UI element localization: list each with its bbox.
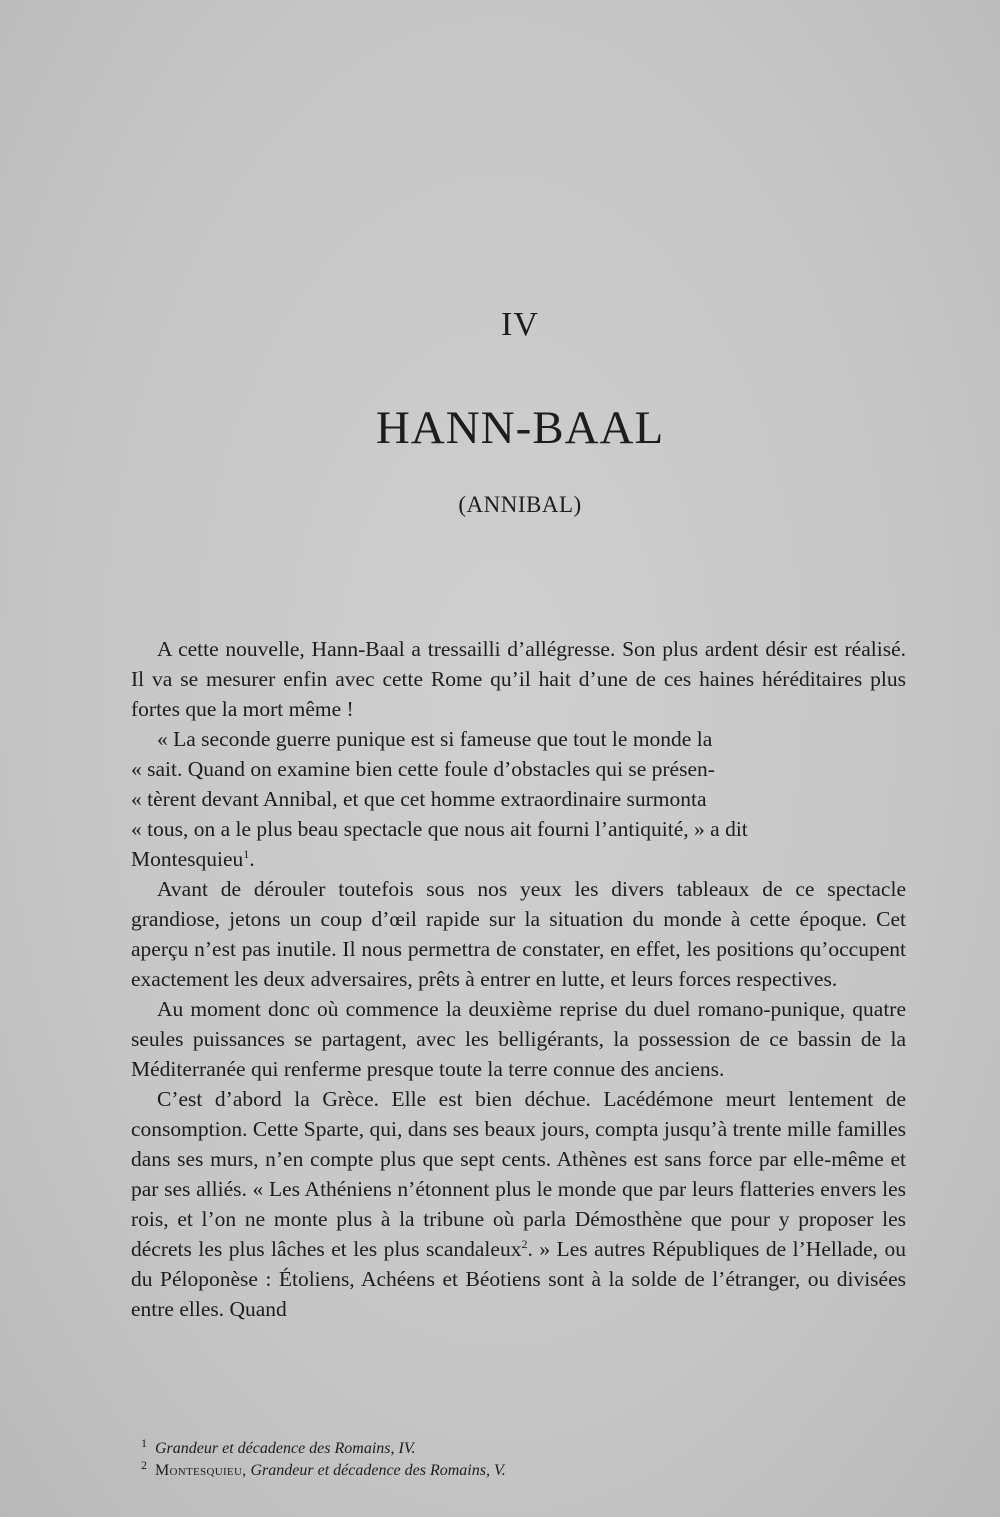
footnote-2-author: Montesquieu,	[155, 1462, 247, 1479]
quote-line-3: « tèrent devant Annibal, et que cet homme extraordinaire surmonta	[131, 787, 707, 811]
paragraph-1: A cette nouvelle, Hann-Baal a tressailli d’allégresse. Son plus ardent désir est réalisé. Il va se mesurer enfin avec cette Rome qu’il hait d’une de ces haines héréditaires plus fortes que la mort même !	[131, 637, 906, 721]
paragraph-5-cont: » Les autres Républiques de l’Hellade, ou du Péloponèse : Étoliens, Achéens et Béotiens sont à la solde de l’étranger, ou divisées entre elles. Quand	[131, 1237, 906, 1321]
quote-line-4: « tous, on a le plus beau spectacle que nous ait fourni l’antiquité, » a dit	[131, 817, 748, 841]
chapter-number: IV	[501, 306, 539, 343]
footnote-1-number: 1	[141, 1435, 147, 1450]
footnote-1-text: Grandeur et décadence des Romains, IV.	[155, 1440, 416, 1457]
chapter-subtitle: (ANNIBAL)	[458, 492, 582, 517]
footnote-2-number: 2	[141, 1457, 147, 1472]
quote-paragraph	[131, 724, 906, 874]
footnote-1	[141, 1435, 901, 1460]
footnote-2	[141, 1457, 901, 1482]
chapter-title: HANN-BAAL	[375, 402, 665, 454]
quote-line-1: « La seconde guerre punique est si fameuse que tout le monde la	[157, 727, 713, 751]
quote-line-2: « sait. Quand on examine bien cette foule d’obstacles qui se présen-	[131, 757, 715, 781]
paragraph-5-text: C’est d’abord la Grèce. Elle est bien déchue. Lacédémone meurt lentement de consomption. Cette Sparte, qui, dans ses beaux jours, compta jusqu’à trente mille familles dans ses murs, n’en compte plus que sept cents. Athènes est sans force par elle-même et par ses alliés. « Les Athéniens n’étonnent plus le monde que par leurs flatteries envers les rois, et l’on ne monte plus à la tribune où parla Démosthène que pour y proposer les décrets les plus lâches et les plus scandaleux	[131, 1087, 906, 1261]
paragraph-4: Au moment donc où commence la deuxième reprise du duel romano-punique, quatre seules puissances se partagent, avec les belligérants, la possession de ce bassin de la Méditerranée qui renferme presque toute la terre connue des anciens.	[131, 997, 906, 1081]
footnotes	[141, 1435, 901, 1482]
footnote-2-text: Grandeur et décadence des Romains, V.	[250, 1462, 506, 1479]
paragraph-3: Avant de dérouler toutefois sous nos yeux les divers tableaux de ce spectacle grandiose, jetons un coup d’œil rapide sur la situation du monde à cette époque. Cet aperçu n’est pas inutile. Il nous permettra de constater, en effet, les positions qu’occupent exactement les deux adversaires, prêts à entrer en lutte, et leurs forces respectives.	[131, 877, 906, 991]
quote-line-5: Montesquieu$^1$.	[131, 846, 255, 871]
footnote-mark-2: 2	[521, 1236, 528, 1251]
footnote-mark-1: 1	[243, 846, 250, 861]
body-text	[131, 634, 906, 1324]
paragraph-5: C’est d’abord la Grèce. Elle est bien déchue. Lacédémone meurt lentement de consomption. Cette Sparte, qui, dans ses beaux jours, compta jusqu’à trente mille familles dans ses murs, n’en compte plus que sept cents. Athènes est sans force par elle-même et par ses alliés. « Les Athéniens n’étonnent plus le monde que par leurs flatteries envers les rois, et l’on ne monte plus à la tribune où parla Démosthène que pour y proposer les décrets les plus lâches et les plus scandaleux$^2$. » Les autres Républiques de l’Hellade, ou du Péloponèse : Étoliens, Achéens et Béotiens sont à la solde de l’étranger, ou divisées entre elles. Quand	[131, 1087, 906, 1321]
quote-attribution: Montesquieu	[131, 847, 244, 871]
